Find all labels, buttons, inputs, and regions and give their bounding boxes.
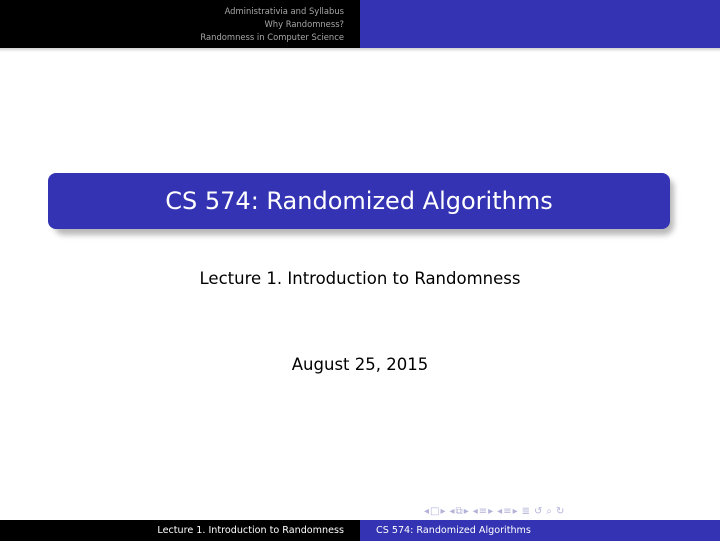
lecture-subtitle: Lecture 1. Introduction to Randomness	[199, 269, 521, 288]
section-link-why-randomness[interactable]: Why Randomness?	[264, 18, 344, 29]
footer-lecture: Lecture 1. Introduction to Randomness	[0, 520, 360, 541]
previous-frame-icon[interactable]: ◂	[424, 505, 430, 517]
frame-icon[interactable]: □	[430, 505, 440, 517]
title-block	[48, 173, 670, 229]
document-icon[interactable]: ≡	[503, 505, 512, 517]
document-nav-group	[497, 506, 517, 517]
search-forward-icon[interactable]: ↻	[556, 505, 565, 517]
section-icon[interactable]: ≡	[478, 505, 488, 517]
footer-bar	[0, 520, 720, 541]
section-link-randomness-cs[interactable]: Randomness in Computer Science	[200, 31, 344, 42]
header-shadow	[0, 48, 720, 52]
previous-section-icon[interactable]: ◂	[472, 505, 478, 517]
next-subsection-icon[interactable]: ▸	[463, 505, 469, 517]
section-nav	[0, 0, 360, 48]
header-bar	[0, 0, 720, 48]
next-section-icon[interactable]: ▸	[488, 505, 494, 517]
presentation-title: CS 574: Randomized Algorithms	[165, 187, 553, 215]
section-nav-group	[473, 506, 493, 517]
next-frame-icon[interactable]: ▸	[440, 505, 446, 517]
section-link-administrativia[interactable]: Administrativia and Syllabus	[224, 5, 344, 16]
appendix-icon[interactable]: ≣	[521, 505, 531, 517]
search-backward-icon[interactable]: ↺	[534, 505, 543, 517]
previous-document-icon[interactable]: ◂	[497, 505, 503, 517]
header-accent-panel	[360, 0, 720, 48]
subsection-icon[interactable]: ⧉	[455, 505, 463, 517]
beamer-navigation-symbols	[424, 504, 564, 518]
previous-subsection-icon[interactable]: ◂	[449, 505, 455, 517]
presentation-date: August 25, 2015	[291, 355, 429, 374]
footer-course-title: CS 574: Randomized Algorithms	[360, 520, 720, 541]
frame-nav-group	[424, 506, 446, 517]
search-icon[interactable]: ⌕	[546, 505, 553, 517]
next-document-icon[interactable]: ▸	[512, 505, 518, 517]
subsection-nav-group	[450, 506, 469, 517]
